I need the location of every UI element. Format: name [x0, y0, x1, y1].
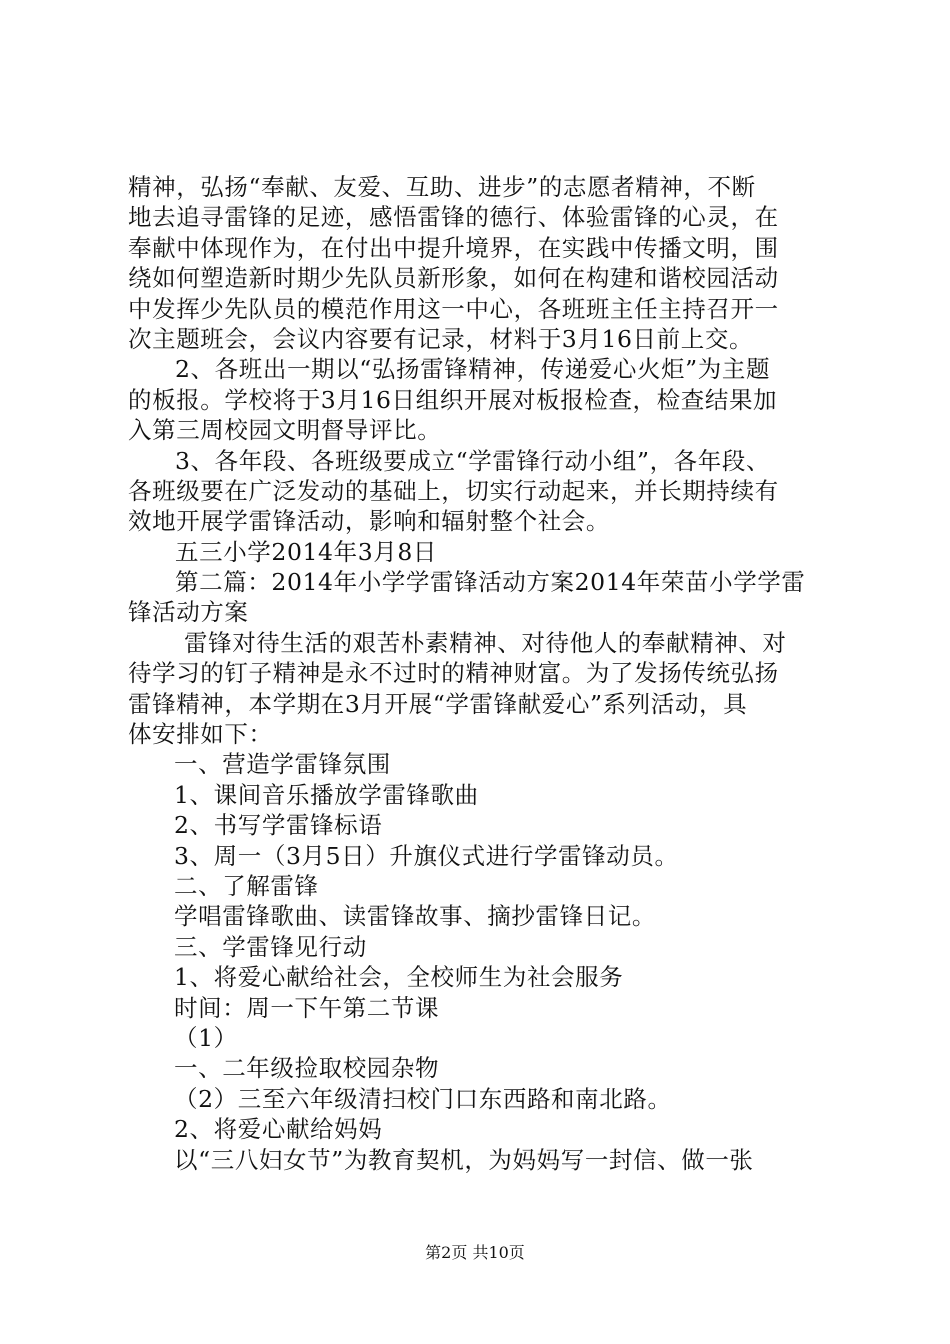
text-line: 第二篇：2014年小学学雷锋活动方案2014年荣苗小学学雷: [175, 568, 806, 597]
text-line: 中发挥少先队员的模范作用这一中心，各班班主任主持召开一: [128, 294, 779, 323]
text-line: 2、将爱心献给妈妈: [174, 1115, 383, 1144]
text-line: 入第三周校园文明督导评比。: [128, 416, 442, 445]
text-line: 精神，弘扬“奉献、友爱、互助、进步”的志愿者精神，不断: [128, 173, 756, 201]
text-line: 2、各班出一期以“弘扬雷锋精神，传递爱心火炬”为主题: [175, 355, 771, 384]
text-line: 1、将爱心献给社会，全校师生为社会服务: [174, 963, 624, 992]
text-line: 三、学雷锋见行动: [174, 932, 367, 961]
document-body: [128, 172, 828, 1175]
text-line: 体安排如下：: [128, 720, 273, 749]
page-number-footer: 第2页 共10页: [425, 1243, 525, 1262]
text-line: 各班级要在广泛发动的基础上，切实行动起来，并长期持续有: [128, 476, 779, 505]
text-line: 的板报。学校将于3月16日组织开展对板报检查，检查结果加: [128, 385, 778, 414]
text-line: 奉献中体现作为，在付出中提升境界，在实践中传播文明，围: [128, 233, 779, 262]
text-line: 一、营造学雷锋氛围: [174, 750, 391, 779]
text-line: 效地开展学雷锋活动，影响和辐射整个社会。: [128, 507, 610, 536]
text-line: 雷锋精神，本学期在3月开展“学雷锋献爱心”系列活动，具: [128, 689, 748, 718]
text-line: 二、了解雷锋: [174, 871, 319, 900]
text-line: 雷锋对待生活的艰苦朴素精神、对待他人的奉献精神、对: [184, 628, 787, 657]
text-line: 3、周一（3月5日）升旗仪式进行学雷锋动员。: [174, 841, 679, 870]
text-line: （2）三至六年级清扫校门口东西路和南北路。: [174, 1084, 672, 1113]
text-line: 1、课间音乐播放学雷锋歌曲: [174, 780, 479, 809]
text-line: 锋活动方案: [128, 598, 249, 627]
text-line: 绕如何塑造新时期少先队员新形象，如何在构建和谐校园活动: [128, 264, 779, 293]
text-line: 学唱雷锋歌曲、读雷锋故事、摘抄雷锋日记。: [174, 902, 656, 931]
text-line: 一、二年级捡取校园杂物: [174, 1054, 440, 1083]
text-line: 时间：周一下午第二节课: [174, 993, 440, 1022]
text-line: 次主题班会，会议内容要有记录，材料于3月16日前上交。: [128, 324, 754, 353]
text-line: （1）: [174, 1023, 238, 1052]
text-line: 3、各年段、各班级要成立“学雷锋行动小组”，各年段、: [175, 446, 771, 475]
text-line: 以“三八妇女节”为教育契机，为妈妈写一封信、做一张: [174, 1145, 754, 1174]
text-line: 待学习的钉子精神是永不过时的精神财富。为了发扬传统弘扬: [128, 659, 779, 688]
text-line: 2、书写学雷锋标语: [174, 811, 383, 840]
text-line: 五三小学2014年3月8日: [175, 537, 438, 566]
text-line: 地去追寻雷锋的足迹，感悟雷锋的德行、体验雷锋的心灵，在: [128, 203, 779, 232]
